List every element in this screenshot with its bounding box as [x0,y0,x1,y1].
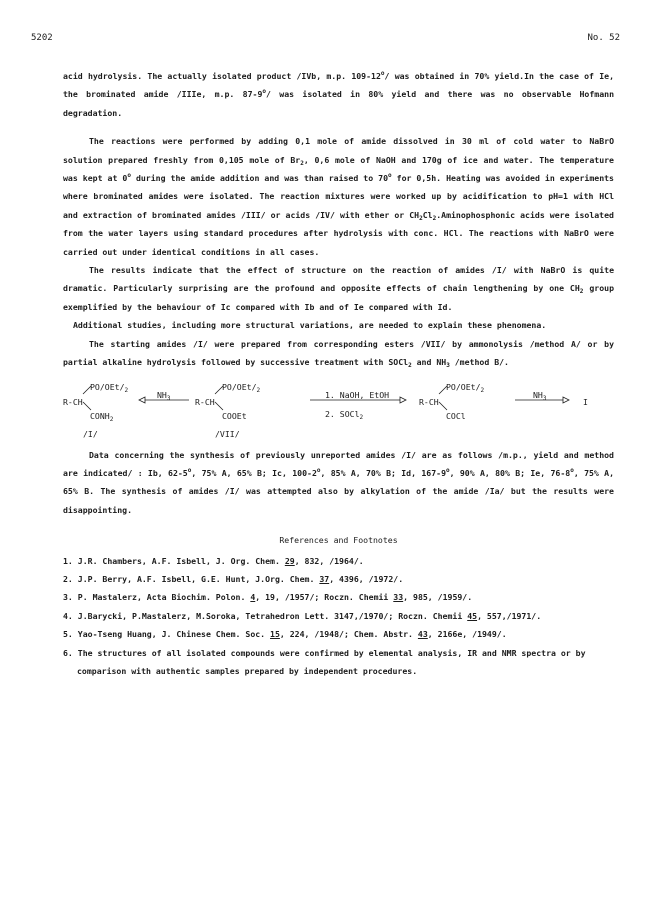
chloride-po-group: $PO/OEt/_2$ [446,381,485,394]
chloride-rch: R-CH [419,396,439,407]
issue-number: No. 52 [587,33,620,43]
amide-conh2: $CONH_2$ [90,410,114,423]
reference-5: 5. Yao-Tseng Huang, J. Chinese Chem. Soc. 15, 224, /1948/; Chem. Abstr. 43, 2166e, /1949/. [63,629,507,640]
paragraph-6: Data concerning the synthesis of previously unreported amides /I/ are as follows /m.p., yield and method are indicated/ : Ib, 62-5$^o$, 75% A, 65% B; Ic, 100-2$^o$, 85% A, 70% B; Id, 167-9$^o$, 90% A, 80% B; Ie, 76-8$^o$, 75% A, 65% B. The synthesis of amides /I/ was attempted also by alkylation of the amide /Ia/ but the results were disappointing. [63,449,615,515]
paragraph-5: The starting amides /I/ were prepared from corresponding esters /VII/ by ammonolysis /method A/ or by partial alkaline hydrolysis followed by successive treatment with SOCl$_2$ and $NH_3$ /method B/. [63,338,614,370]
reference-1: 1. J.R. Chambers, A.F. Isbell, J. Org. Chem. 29, 832, /1964/. [63,555,364,566]
reagent-step-1: 1. NaOH, EtOH [325,389,390,400]
paragraph-3: The results indicate that the effect of structure on the reaction of amides /I/ with NaBrO is quite dramatic. Particularly surprising are the profound and opposite effects of chain lengthening by one $CH_2$ group exemplified by the behaviour of Ic compared with Ib and of Ie compared with Id. [63,265,614,312]
ester-rch: R-CH [195,396,215,407]
product-i: I [583,396,588,407]
page-number: 5202 [31,33,53,43]
amide-rch: R-CH [63,396,83,407]
paragraph-1: acid hydrolysis. The actually isolated product /IVb, m.p. 109-12$^o$/ was obtained in 70% yield.In the case of Ie, the brominated amide /IIIe, m.p. 87-9$^o$/ was isolated in 80% yield and there was no observable Hofmann degradation. [63,70,615,118]
label-amide-i: /I/ [83,428,98,439]
article-body [63,67,614,680]
reagent-step-2: 2. SOCl$_2$ [325,408,364,421]
paragraph-4: Additional studies, including more structural variations, are needed to explain these phenomena. [73,320,547,331]
reference-2: 2. J.P. Berry, A.F. Isbell, G.E. Hunt, J.Org. Chem. 37, 4396, /1972/. [63,573,404,584]
reagent-nh3-a: $NH_3$ [157,389,171,402]
reference-3: 3. P. Mastalerz, Acta Biochim. Polon. 4, 19, /1957/; Roczn. Chemii 33, 985, /1959/. [63,592,473,603]
reference-4: 4. J.Barycki, P.Mastalerz, M.Soroka, Tetrahedron Lett. 3147,/1970/; Roczn. Chemii 45, 557,/1971/. [63,610,542,621]
paragraph-2: The reactions were performed by adding 0,1 mole of amide dissolved in 30 ml of cold water to NaBrO solution prepared freshly from 0,105 mole of $Br_2$, 0,6 mole of NaOH and 170g of ice and water. The temperature was kept at 0$^o$ during the amide addition and was than raised to 70$^o$ for 0,5h. Heating was avoided in experiments where brominated amides were isolated. The reaction mixtures were worked up by acidification to pH=1 with HCl and extraction of brominated amides /III/ or acids /IV/ with ether or $CH_2Cl_2.Aminophosphonic$ acids were isolated from the water layers using standard procedures after hydrolysis with conc. HCl. The reactions with NaBrO were carried out under identical conditions in all cases. [63,136,614,257]
reaction-scheme [63,378,614,442]
reagent-nh3-b: $NH_3$ [533,389,547,402]
reference-6: 6. The structures of all isolated compounds were confirmed by elemental analysis, IR and NMR spectra or by comparison with authentic samples prepared by independent procedures. [63,647,586,676]
ester-po-group: $PO/OEt/_2$ [222,381,261,394]
ester-cooet: COOEt [222,410,247,421]
amide-po-group: $PO/OEt/_2$ [90,381,129,394]
chloride-cocl: COCl [446,410,466,421]
reference-list [63,552,614,681]
label-ester-vii: /VII/ [215,428,240,439]
references-title: References and Footnotes [279,535,398,546]
